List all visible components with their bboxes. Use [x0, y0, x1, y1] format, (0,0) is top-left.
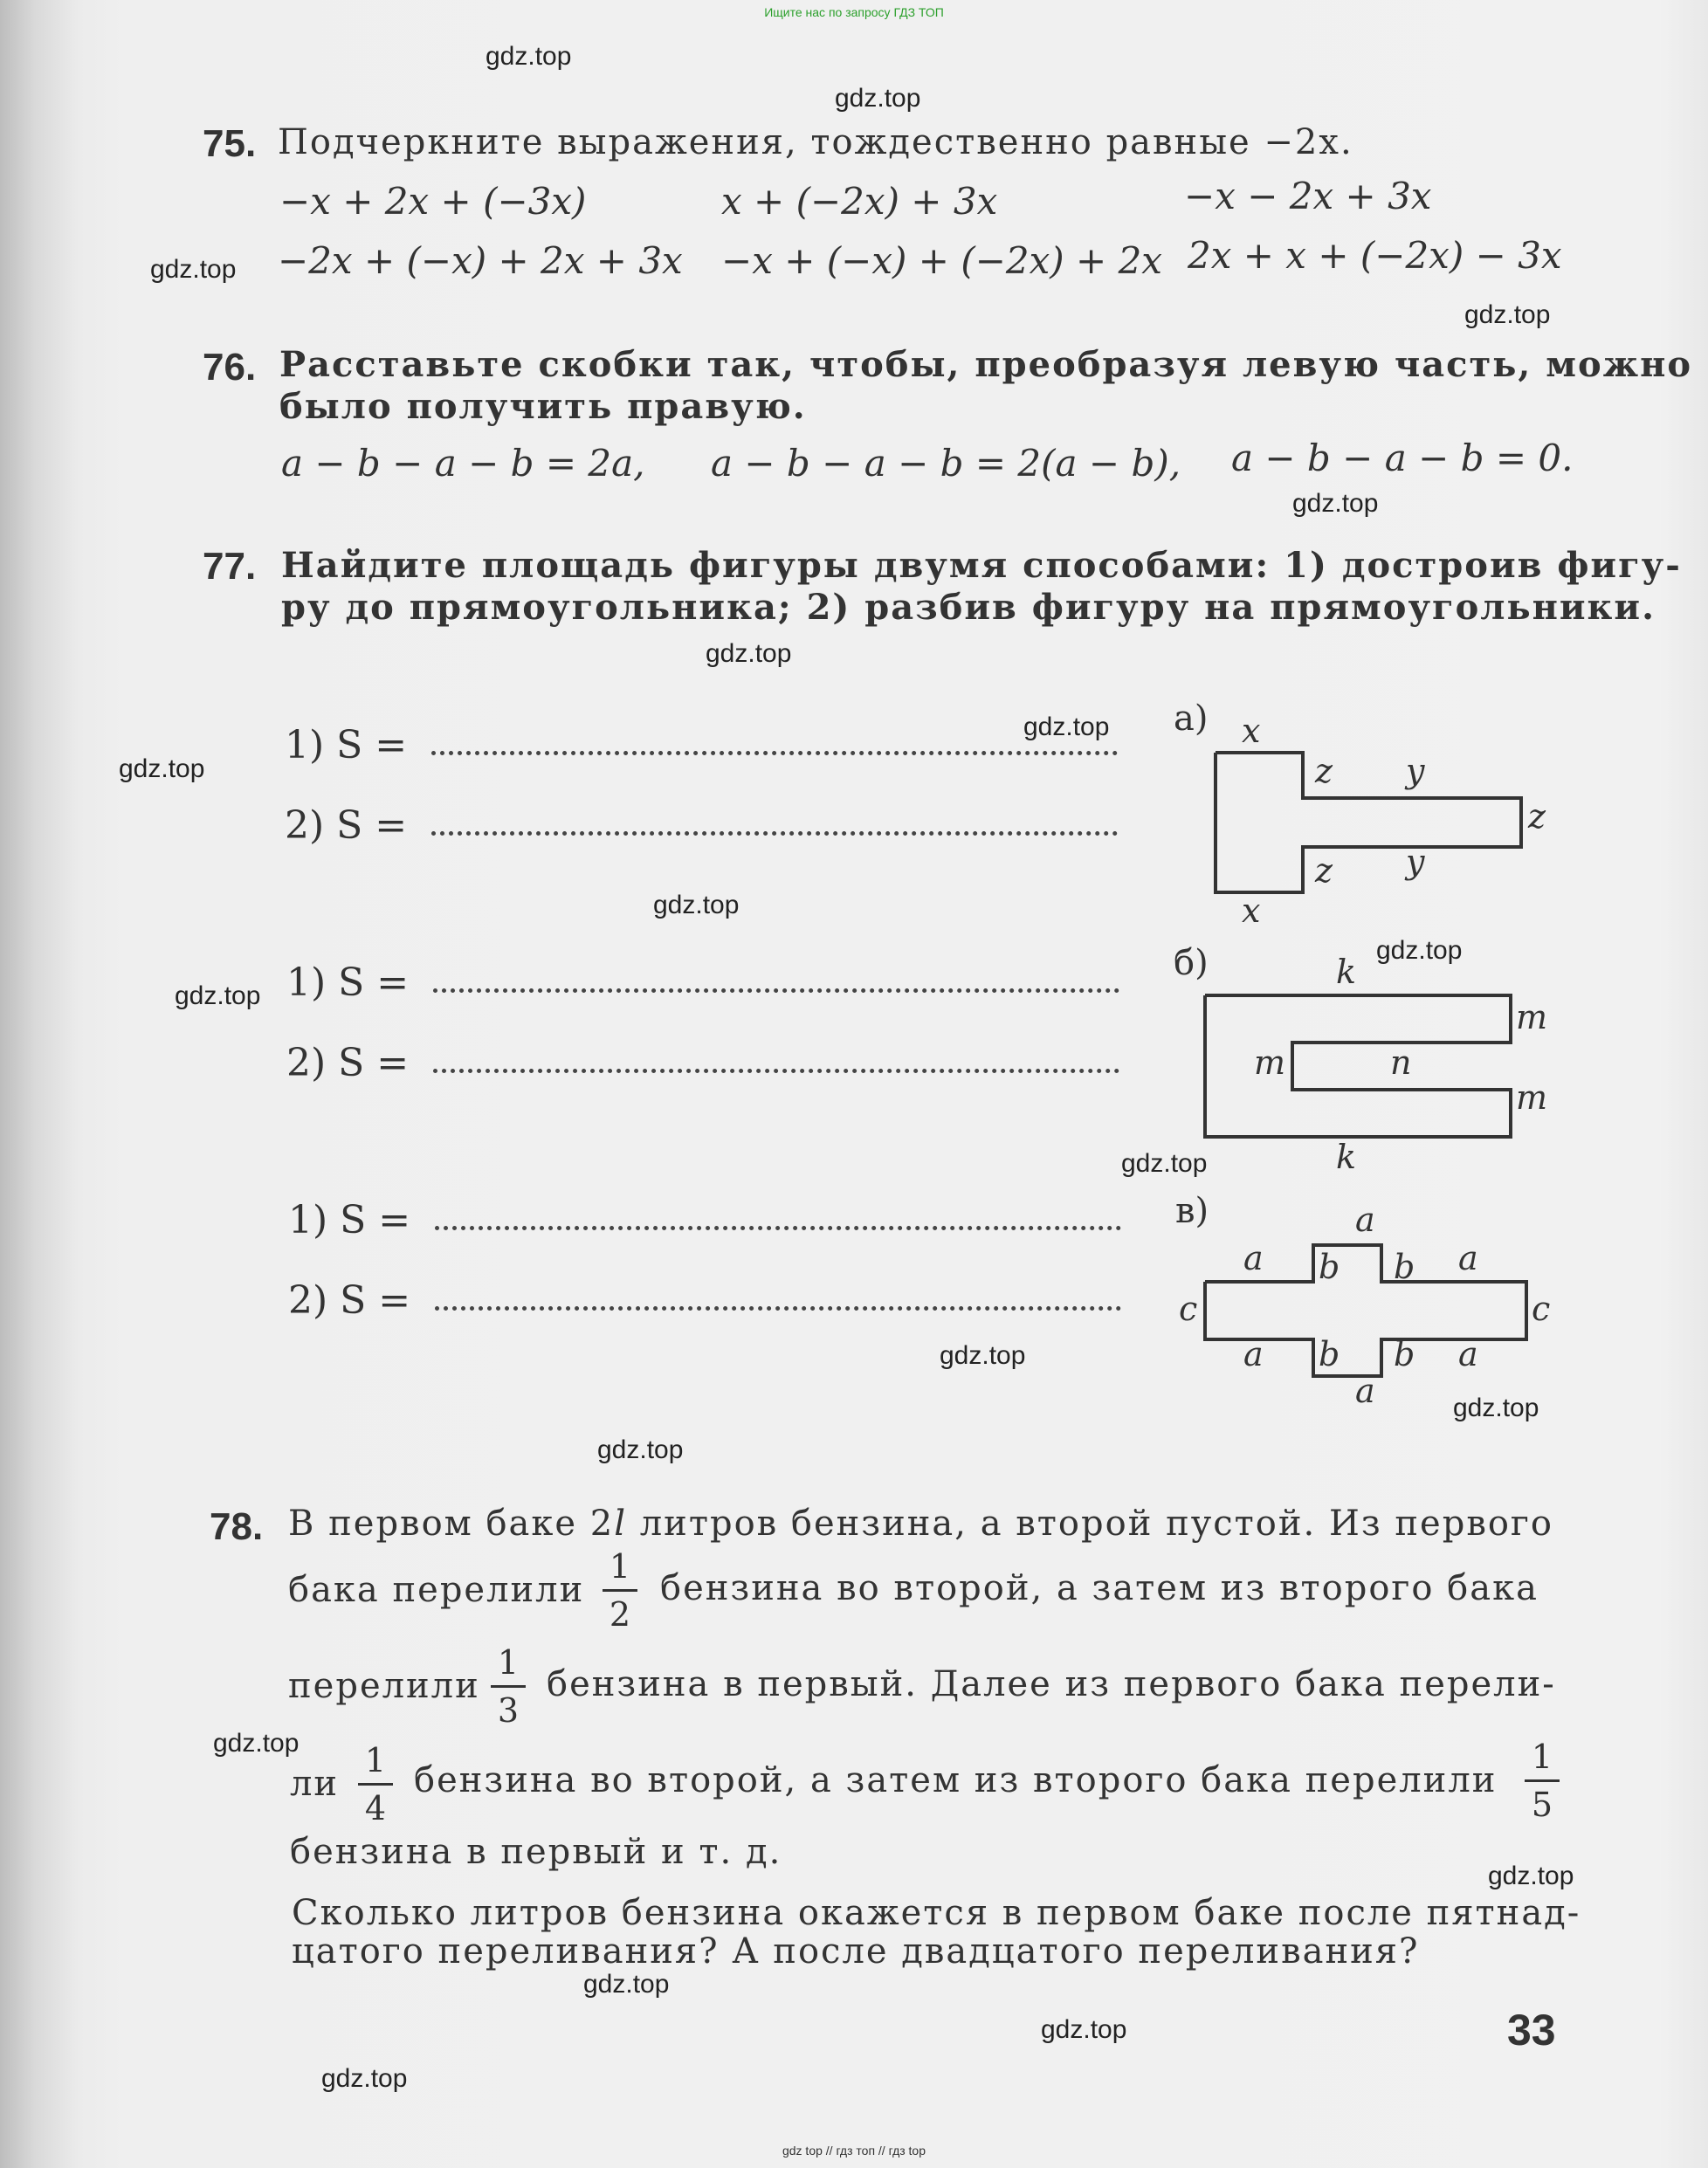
label-m: m: [1254, 1043, 1286, 1082]
watermark: gdz.top: [150, 255, 237, 284]
figure-a: [1205, 712, 1546, 934]
fraction-numerator: 1: [364, 1741, 387, 1779]
task-text: Расставьте скобки так, чтобы, преобразуя левую часть, можно: [279, 344, 1693, 385]
task-number: 75.: [203, 122, 257, 165]
figure-label: б): [1174, 943, 1209, 983]
label-m: m: [1516, 1078, 1548, 1117]
task-text: бензина в первый и т. д.: [290, 1832, 782, 1872]
label-a: a: [1458, 1335, 1478, 1373]
label-a: a: [1243, 1239, 1264, 1277]
watermark: gdz.top: [1376, 936, 1463, 965]
label-a: a: [1458, 1239, 1478, 1277]
watermark: gdz.top: [1464, 300, 1551, 329]
task-text: было получить правую.: [279, 386, 807, 427]
watermark: gdz.top: [1023, 712, 1110, 741]
fraction-bar: [603, 1589, 637, 1592]
expression: a − b − a − b = 2(a − b),: [711, 442, 1181, 485]
task-text: перелили: [288, 1666, 480, 1706]
task-text: бензина в первый. Далее из первого бака перели-: [547, 1664, 1556, 1704]
label-n: n: [1390, 1043, 1412, 1082]
label-b: b: [1394, 1248, 1415, 1286]
answer-line[interactable]: [435, 1306, 1121, 1311]
watermark: gdz.top: [706, 639, 792, 668]
figure-c: [1170, 1196, 1554, 1414]
label-k: k: [1336, 953, 1357, 991]
watermark: gdz.top: [321, 2064, 408, 2093]
variable-l: l: [614, 1504, 628, 1544]
fraction-bar: [1525, 1779, 1560, 1782]
fraction-bar: [358, 1783, 393, 1786]
watermark: gdz.top: [486, 42, 572, 71]
answer-label: 1) S =: [288, 1198, 411, 1242]
label-a: a: [1355, 1201, 1375, 1239]
answer-label: 1) S =: [286, 960, 410, 1005]
expression: −x − 2x + 3x: [1184, 175, 1432, 217]
answer-line[interactable]: [431, 751, 1118, 755]
fraction-denominator: 5: [1531, 1786, 1553, 1824]
watermark: gdz.top: [583, 1970, 670, 1999]
watermark: gdz.top: [1488, 1862, 1574, 1890]
label-c: c: [1179, 1290, 1198, 1328]
task-text: цатого переливания? А после двадцатого переливания?: [292, 1931, 1420, 1972]
label-b: b: [1394, 1335, 1415, 1373]
label-c: c: [1532, 1290, 1551, 1328]
answer-label: 2) S =: [288, 1278, 411, 1323]
label-z: z: [1315, 752, 1333, 790]
watermark: gdz.top: [1121, 1149, 1208, 1178]
figure-a-outline: [1216, 753, 1521, 892]
watermark: gdz.top: [940, 1341, 1026, 1370]
task-text: Сколько литров бензина окажется в первом баке после пятнад-: [292, 1893, 1581, 1933]
answer-label: 2) S =: [285, 803, 408, 848]
fraction-numerator: 1: [1531, 1738, 1553, 1776]
label-x: x: [1242, 891, 1261, 930]
answer-label: 2) S =: [286, 1041, 410, 1085]
expression: 2x + x + (−2x) − 3x: [1188, 234, 1562, 277]
task-text: Подчеркните выражения, тождественно равные −2x.: [278, 122, 1353, 162]
watermark: gdz.top: [835, 84, 921, 113]
fraction-1-3: [491, 1643, 526, 1730]
task-text: бензина во второй, а затем из второго бака перелили: [414, 1760, 1498, 1800]
label-b: b: [1319, 1248, 1340, 1286]
task-number: 78.: [210, 1505, 264, 1548]
label-y: y: [1406, 752, 1425, 790]
task-text: [288, 1504, 1553, 1544]
answer-line[interactable]: [431, 831, 1118, 836]
watermark: gdz.top: [1453, 1394, 1539, 1422]
fraction-1-2: [603, 1547, 637, 1634]
fraction-1-5: [1525, 1738, 1560, 1824]
expression: x + (−2x) + 3x: [721, 180, 998, 223]
watermark: gdz.top: [597, 1435, 684, 1464]
task-text: ру до прямоугольника; 2) разбив фигуру на прямоугольники.: [281, 587, 1656, 628]
label-k: k: [1336, 1138, 1357, 1176]
expression: −2x + (−x) + 2x + 3x: [278, 239, 683, 282]
label-y: y: [1406, 843, 1425, 881]
expression: −x + 2x + (−3x): [279, 180, 587, 223]
task-text: бензина во второй, а затем из второго бака: [660, 1568, 1539, 1608]
label-z: z: [1528, 797, 1546, 836]
fraction-1-4: [358, 1741, 393, 1827]
fraction-bar: [491, 1685, 526, 1688]
expression: −x + (−x) + (−2x) + 2x: [721, 239, 1162, 282]
fraction-numerator: 1: [609, 1547, 631, 1586]
fraction-denominator: 4: [364, 1789, 387, 1827]
figure-label: а): [1174, 699, 1209, 739]
label-m: m: [1516, 998, 1548, 1036]
fraction-denominator: 3: [497, 1691, 520, 1730]
task-number: 77.: [203, 545, 257, 588]
watermark: gdz.top: [119, 754, 205, 783]
answer-line[interactable]: [435, 1226, 1121, 1230]
answer-line[interactable]: [433, 988, 1119, 993]
task-text: бака перелили: [288, 1570, 585, 1610]
page-number: 33: [1507, 2006, 1556, 2054]
figure-b-outline: [1205, 995, 1511, 1137]
fraction-denominator: 2: [609, 1595, 631, 1634]
label-a: a: [1355, 1372, 1375, 1410]
bottom-banner: gdz top // гдз топ // гдз top: [782, 2144, 926, 2158]
fraction-numerator: 1: [497, 1643, 520, 1682]
answer-line[interactable]: [433, 1069, 1119, 1073]
label-b: b: [1319, 1335, 1340, 1373]
watermark: gdz.top: [213, 1729, 300, 1758]
task-number: 76.: [203, 346, 257, 389]
answer-label: 1) S =: [285, 723, 408, 767]
text-span: В первом баке 2: [288, 1504, 615, 1544]
expression: a − b − a − b = 2a,: [281, 442, 645, 485]
top-banner: Ищите нас по запросу ГДЗ ТОП: [764, 5, 944, 19]
label-z: z: [1315, 851, 1333, 890]
task-text: ли: [290, 1764, 340, 1804]
figure-b: [1196, 952, 1546, 1179]
figure-label: в): [1175, 1191, 1209, 1231]
task-text: Найдите площадь фигуры двумя способами: 1) достроив фигу-: [281, 545, 1682, 586]
text-span: литров бензина, а второй пустой. Из первого: [627, 1504, 1553, 1544]
watermark: gdz.top: [175, 981, 261, 1010]
watermark: gdz.top: [653, 891, 740, 919]
watermark: gdz.top: [1292, 489, 1379, 518]
label-x: x: [1242, 712, 1261, 750]
expression: a − b − a − b = 0.: [1231, 437, 1574, 479]
watermark: gdz.top: [1041, 2015, 1127, 2044]
label-a: a: [1243, 1335, 1264, 1373]
